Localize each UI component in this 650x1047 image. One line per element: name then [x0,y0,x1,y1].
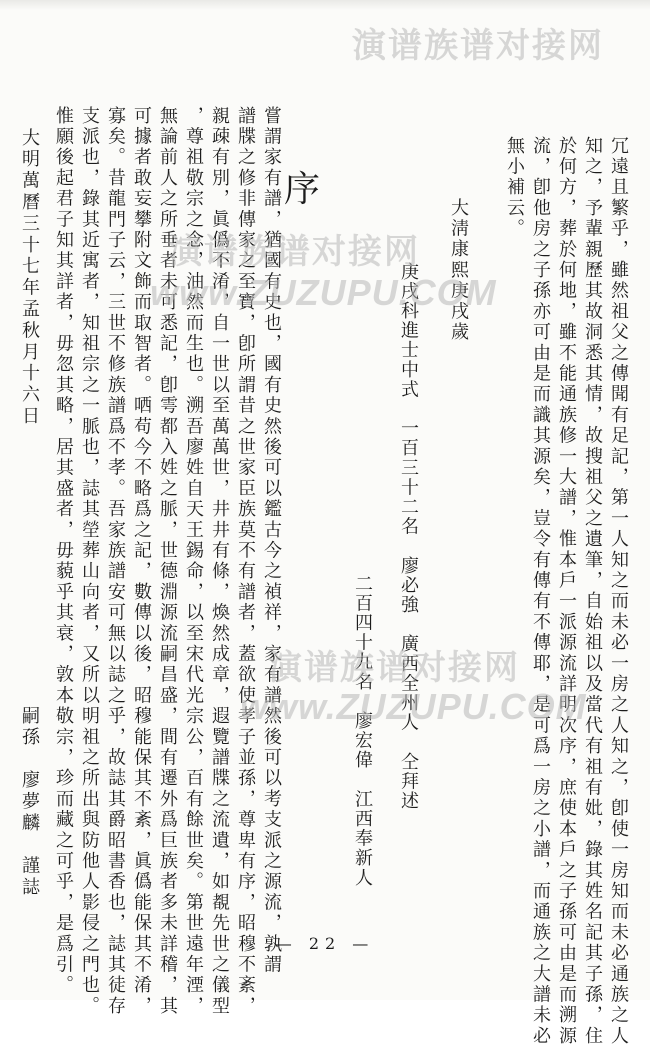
preface-dynasty-date: 大淸康熙庚戌歲 [448,198,469,343]
preface2-line-5: 無論前人之所垂者未可悉記，卽雩都入姓之脈，世德淵源流嗣昌盛，間有遷外爲巨族者多未詳稽，其 [157,106,178,1017]
page-top-edge [0,0,650,10]
preface2-line-3: 親疎有別，眞僞不淆，自一世以至萬萬世，井井有條，煥然成章，遐覽譜牒之流遺，如覩先世之儀型 [209,106,230,1017]
preface2-line-6: 可據者敢妄攀附文飾而取智者。哂苟今不略爲之記，數傳以後，昭穆能保其不紊，眞僞能保其不淆， [131,106,152,1017]
watermark-url: www.ZUZUPU.COM [240,686,587,727]
preface-line-3: 於何方，葬於何地，雖不能通族修一大譜，惟本戶一派源流詳明次序，庶使本戶之子孫可由是而溯源 [556,136,577,1047]
preface-title: 序 [284,169,321,210]
preface-line-4: 知之，予輩親歷其故洞悉其情，故搜祖父之遺筆，自始祖以及當代有祖有妣，錄其姓名記其子孫，住 [582,136,603,1047]
preface2-line-4: ，尊祖敬宗之念，油然而生也。溯吾廖姓自天王錫命，以至宋代光宗公，百有餘世矣。第世遠年湮， [183,106,204,1017]
watermark-url: www.ZUZUPU.COM [150,272,497,313]
preface2-line-2: 譜牒之修非傳家之至寶，卽所謂昔之世家臣族莫不有譜者，蓋欲使孝子並孫，尊卑有序，昭穆不紊， [235,106,256,1017]
preface-author-line-1: 庚戌科進士中式 一百三十二名 廖必強 廣西全州人 仝拜述 [398,262,419,811]
watermark-text: 演谱族谱对接网 [352,27,604,65]
page-number: — 22 — [275,934,375,953]
preface-line-1: 無小補云。 [504,136,525,240]
preface-line-5: 冗遠且繁乎，雖然祖父之傳聞有足記，第一人知之而未必一房之人知之，卽使一房知而未必通族之人 [608,136,629,1047]
preface2-date: 大明萬曆三十七年孟秋月十六日 [19,128,40,428]
preface2-line-7: 寡矣。昔龍門子云，三世不修族譜爲不孝。吾家族譜安可無以誌之乎，故誌其爵昭書香也，誌其徒存 [105,106,126,1017]
preface2-line-9: 惟願後起君子知其詳者，毋忽其略，居其盛者，毋藐乎其衰，敦本敬宗，珍而藏之可乎，是爲引。 [53,106,74,997]
preface2-line-8: 支派也，錄其近寓者，知祖宗之一脈也，誌其塋葬山向者，又所以明祖之所出與防他人影侵之門也。 [79,106,100,1017]
watermark-text: 演谱族谱对接网 [268,649,520,687]
preface2-line-1: 嘗謂家有譜，猶國有史也，國有史然後可以鑑古今之禎祥，家有譜然後可以考支派之源流，孰謂 [261,106,282,976]
preface2-signature: 嗣孫 廖夢麟 謹誌 [19,706,40,899]
watermark-text: 演谱族谱对接网 [168,233,420,271]
preface-author-line-2: 二百四十九名 廖宏偉 江西奉新人 [352,574,373,888]
preface-line-2: 流，卽他房之子孫亦可由是而識其源矣，豈令有傳有不傳耶，是可爲一房之小譜，而通族之大譜未必 [530,136,551,1047]
